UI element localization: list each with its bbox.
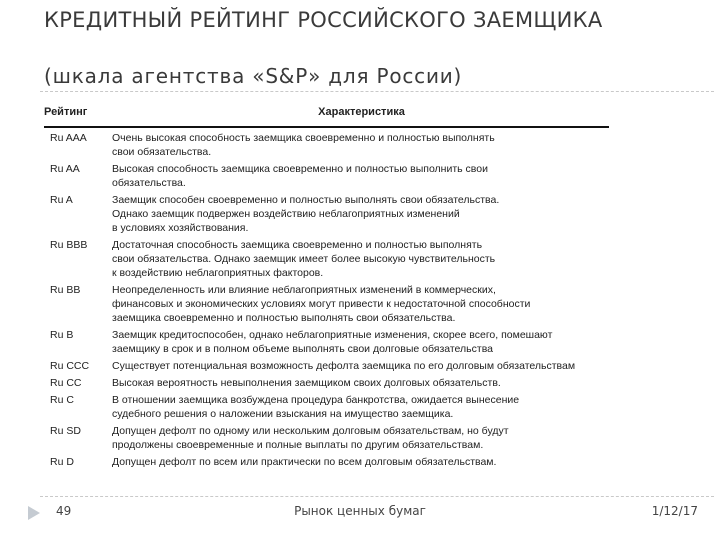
table-row — [44, 452, 692, 469]
divider-bottom — [40, 496, 714, 497]
rating-cell: Ru CC — [50, 377, 82, 389]
rating-cell: Ru CCC — [50, 360, 90, 372]
description-cell: Заемщик кредитоспособен, однако неблагоприятные изменения, скорее всего, помешают заемщику в срок и в полном объеме выполнять свои долговые обязательства — [112, 329, 553, 355]
table-row — [44, 373, 692, 390]
rating-cell: Ru BB — [50, 284, 81, 296]
slide-title: КРЕДИТНЫЙ РЕЙТИНГ РОССИЙСКОГО ЗАЕМЩИКА — [44, 8, 603, 32]
table-row — [44, 159, 692, 190]
description-cell: Высокая вероятность невыполнения заемщиком своих долговых обязательств. — [112, 377, 501, 389]
table-row — [44, 128, 692, 159]
table-row — [44, 421, 692, 452]
table-row — [44, 190, 692, 235]
description-cell: Высокая способность заемщика своевременно и полностью выполнить свои обязательства. — [112, 163, 488, 189]
table-row — [44, 280, 692, 325]
rating-cell: Ru AA — [50, 163, 80, 175]
rating-cell: Ru B — [50, 329, 74, 341]
description-cell: Очень высокая способность заемщика своевременно и полностью выполнять свои обязательства. — [112, 132, 495, 158]
description-cell: Достаточная способность заемщика своевременно и полностью выполнять свои обязательства. Однако заемщик имеет более высокую чувствительность к воздействию неблагоприятных факторов. — [112, 239, 496, 279]
description-cell: Неопределенность или влияние неблагоприятных изменений в коммерческих, финансовых и экономических условиях могут привести к недостаточной способности заемщика своевременно и полностью выполнять свои обязательства. — [112, 284, 531, 324]
description-cell: Допущен дефолт по всем или практически по всем долговым обязательствам. — [112, 456, 497, 468]
table-row — [44, 356, 692, 373]
rating-cell: Ru D — [50, 456, 74, 468]
table-header — [44, 98, 609, 128]
header-rating: Рейтинг — [44, 106, 88, 118]
rating-table — [44, 98, 692, 469]
table-row — [44, 390, 692, 421]
rating-cell: Ru SD — [50, 425, 81, 437]
footer-title: Рынок ценных бумаг — [294, 504, 426, 518]
footer-date: 1/12/17 — [651, 504, 698, 518]
description-cell: Заемщик способен своевременно и полностью выполнять свои обязательства. Однако заемщик подвержен воздействию неблагоприятных изменений в условиях хозяйствования. — [112, 194, 500, 234]
description-cell: Допущен дефолт по одному или нескольким долговым обязательствам, но будут продолжены своевременные и полные выплаты по другим обязательствам. — [112, 425, 509, 451]
table-row — [44, 235, 692, 280]
divider-top — [40, 91, 714, 92]
header-description: Характеристика — [318, 106, 405, 118]
rating-cell: Ru BBB — [50, 239, 88, 251]
rating-cell: Ru C — [50, 394, 74, 406]
slide-number: 49 — [56, 504, 72, 518]
rating-cell: Ru A — [50, 194, 73, 206]
description-cell: Существует потенциальная возможность дефолта заемщика по его долговым обязательствам — [112, 360, 576, 372]
table-body — [44, 128, 692, 469]
rating-cell: Ru AAA — [50, 132, 87, 144]
slide-subtitle: (шкала агентства «S&P» для России) — [44, 64, 463, 88]
description-cell: В отношении заемщика возбуждена процедура банкротства, ожидается вынесение судебного решения о наложении взыскания на имущество заемщика. — [112, 394, 520, 420]
table-row — [44, 325, 692, 356]
